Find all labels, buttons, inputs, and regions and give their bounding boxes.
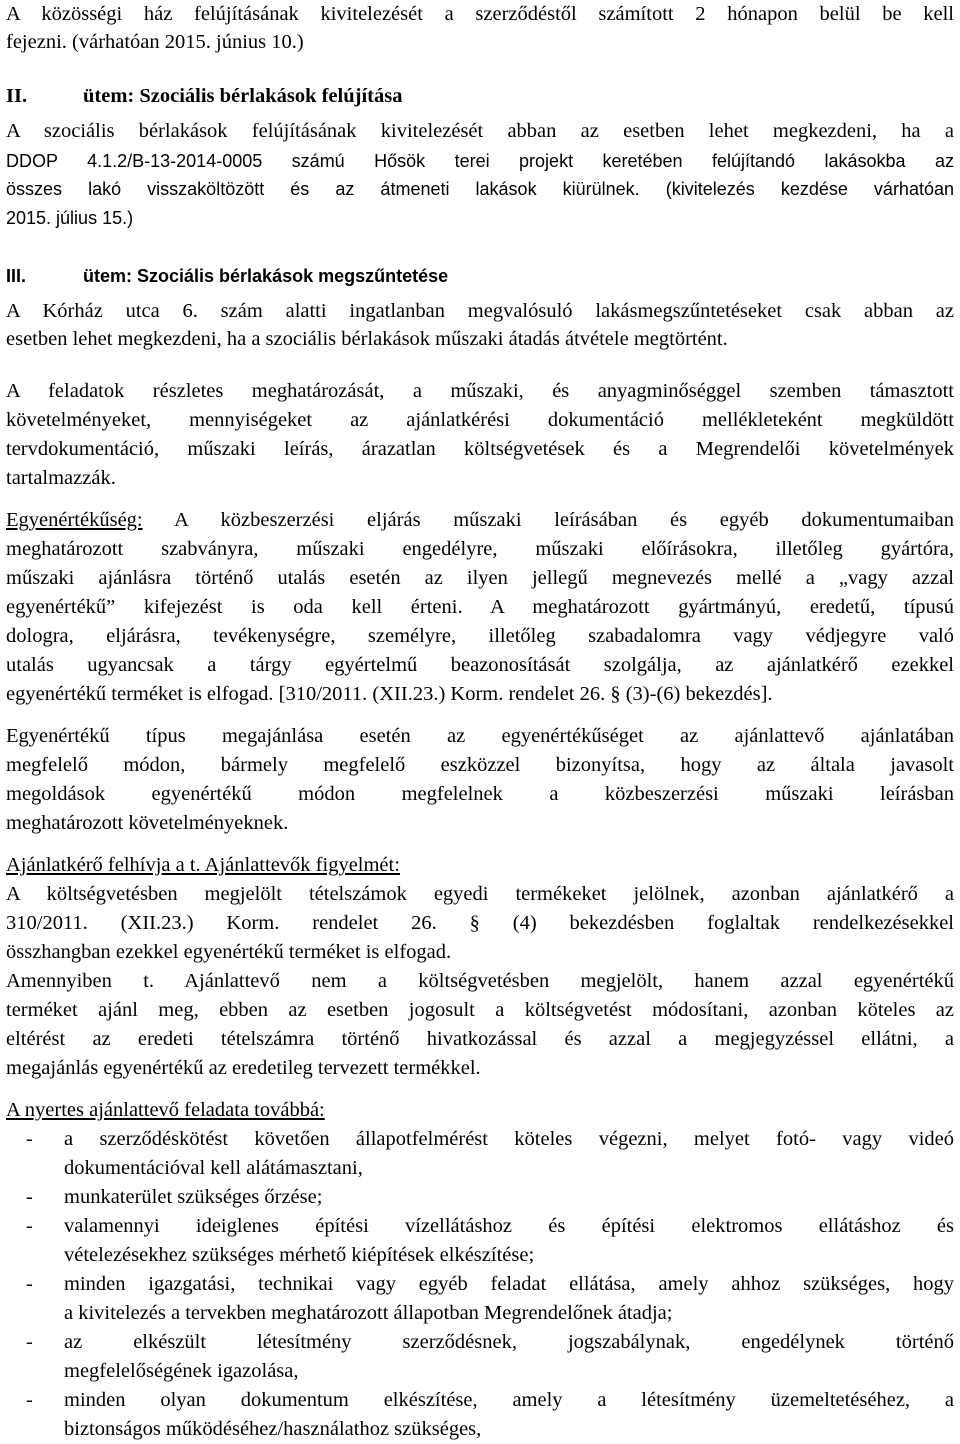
list-bullet: - [26,1128,33,1150]
list-bullet: - [26,1186,33,1208]
list-bullet: - [26,1215,33,1237]
paragraph-line: megfelelő módon, bármely megfelelő eszközzel bizonyítsa, hogy az általa javasolt [6,754,954,776]
paragraph-line: műszaki ajánlásra történő utalás esetén az ilyen jellegű megnevezés mellé a „vagy azzal [6,567,954,589]
paragraph-line: fejezni. (várhatóan 2015. június 10.) [6,31,304,53]
paragraph-line: megajánlás egyenértékű az eredetileg tervezett termékkel. [6,1057,481,1079]
list-item: munkaterület szükséges őrzése; [64,1186,323,1208]
paragraph-line: DDOP 4.1.2/B-13-2014-0005 számú Hősök terei projekt keretében felújítandó lakásokba az [6,151,954,171]
paragraph-line: Amennyiben t. Ajánlattevő nem a költségvetésben megjelölt, hanem azzal egyenértékű [6,970,954,992]
section-heading-2: II. ütem: Szociális bérlakások felújítása [6,85,403,107]
list-bullet: - [26,1389,33,1411]
paragraph-line: tartalmazzák. [6,467,116,489]
section-heading-3: III. ütem: Szociális bérlakások megszűntetése [6,266,449,286]
paragraph-line: tervdokumentáció, műszaki leírás, árazatlan költségvetések és a Megrendelői követelmények [6,438,954,460]
list-bullet: - [26,1273,33,1295]
paragraph-lead: A nyertes ajánlattevő feladata továbbá: [6,1099,325,1121]
list-item: valamennyi ideiglenes építési vízellátáshoz és építési elektromos ellátáshoz és [64,1215,954,1237]
paragraph-line: meghatározott követelményeknek. [6,812,289,834]
paragraph-line: Egyenértékűség: A közbeszerzési eljárás műszaki leírásában és egyéb dokumentumaiban [6,509,954,531]
list-item-cont: biztonságos működéséhez/használathoz szükséges, [64,1418,482,1440]
paragraph-line: A költségvetésben megjelölt tételszámok egyedi termékeket jelölnek, azonban ajánlatkérő a [6,883,954,905]
paragraph-line: Egyenértékű típus megajánlása esetén az egyenértékűséget az ajánlattevő ajánlatában [6,725,954,747]
list-item: minden olyan dokumentum elkészítése, amely a létesítmény üzemeltetéséhez, a [64,1389,954,1411]
list-item: a szerződéskötést követően állapotfelmérést köteles végezni, melyet fotó- vagy videó [64,1128,954,1150]
paragraph-line: esetben lehet megkezdeni, ha a szociális bérlakások műszaki átadás átvétele megtörtént. [6,328,728,350]
paragraph-line: követelményeket, mennyiségeket az ajánlatkérési dokumentáció mellékleteként megküldött [6,409,954,431]
paragraph-line: A Kórház utca 6. szám alatti ingatlanban megvalósuló lakásmegszűntetéseket csak abban az [6,300,954,322]
paragraph-line: összes lakó visszaköltözött és az átmeneti lakások kiürülnek. (kivitelezés kezdése várhatóan [6,179,954,199]
list-item: az elkészült létesítmény szerződésnek, jogszabálynak, engedélynek történő [64,1331,954,1353]
paragraph-line: 2015. július 15.) [6,208,134,228]
paragraph-line: meghatározott szabványra, műszaki engedélyre, műszaki előírásokra, illetőleg gyártóra, [6,538,954,560]
list-bullet: - [26,1331,33,1353]
paragraph-line: összhangban ezekkel egyenértékű terméket is elfogad. [6,941,452,963]
paragraph-line: eltérést az eredeti tételszámra történő hivatkozással és azzal a megjegyzéssel ellátni, a [6,1028,954,1050]
paragraph-lead: Ajánlatkérő felhívja a t. Ajánlattevők figyelmét: [6,854,400,876]
list-item-cont: megfelelőségének igazolása, [64,1360,299,1382]
list-item-cont: vételezésekhez szükséges mérhető kiépítések elkészítése; [64,1244,535,1266]
paragraph-line: 310/2011. (XII.23.) Korm. rendelet 26. § (4) bekezdésben foglaltak rendelkezésekkel [6,912,954,934]
paragraph-line: A közösségi ház felújításának kivitelezését a szerződéstől számított 2 hónapon belül be kell [6,3,954,25]
paragraph-line: A szociális bérlakások felújításának kivitelezését abban az esetben lehet megkezdeni, ha a [6,120,954,142]
list-item-cont: dokumentációval kell alátámasztani, [64,1157,363,1179]
list-item: minden igazgatási, technikai vagy egyéb feladat ellátása, amely ahhoz szükséges, hogy [64,1273,954,1295]
paragraph-line: utalás ugyancsak a tárgy egyértelmű beazonosítását szolgálja, az ajánlatkérő ezekkel [6,654,954,676]
paragraph-line: dologra, eljárásra, tevékenységre, személyre, illetőleg szabadalomra vagy védjegyre való [6,625,954,647]
paragraph-line: A feladatok részletes meghatározását, a műszaki, és anyagminőséggel szemben támasztott [6,380,954,402]
paragraph-line: megoldások egyenértékű módon megfelelnek a közbeszerzési műszaki leírásban [6,783,954,805]
paragraph-line: terméket ajánl meg, ebben az esetben jogosult a költségvetést módosítani, azonban köteles az [6,999,954,1021]
paragraph-line: egyenértékű terméket is elfogad. [310/2011. (XII.23.) Korm. rendelet 26. § (3)-(6) bekezdés]. [6,683,773,705]
list-item-cont: a kivitelezés a tervekben meghatározott állapotban Megrendelőnek átadja; [64,1302,673,1324]
paragraph-line: egyenértékű” kifejezést is oda kell érteni. A meghatározott gyártmányú, eredetű, típusú [6,596,954,618]
